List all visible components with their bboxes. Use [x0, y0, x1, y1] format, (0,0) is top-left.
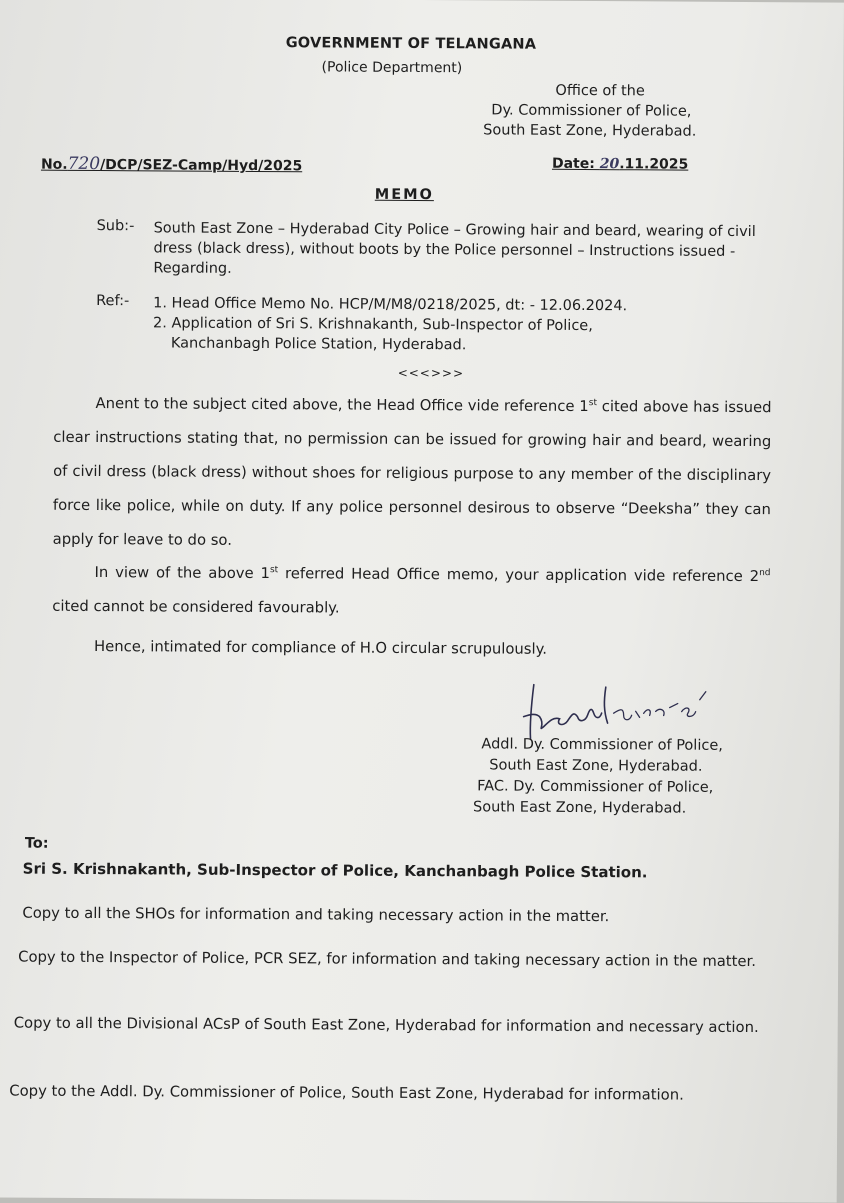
memo-number-prefix: No. — [40, 156, 68, 173]
copy-line-4: Copy to the Addl. Dy. Commissioner of Police, South East Zone, Hyderabad for information. — [9, 1082, 684, 1104]
signature-date-scrawl — [614, 691, 706, 720]
reference-2-continued: Kanchanbagh Police Station, Hyderabad. — [170, 335, 467, 354]
body-paragraph-1 — [53, 387, 772, 561]
government-heading: GOVERNMENT OF TELANGANA — [285, 35, 537, 53]
recipient: Sri S. Krishnakanth, Sub-Inspector of Police, Kanchanbagh Police Station. — [22, 859, 648, 882]
references-list — [153, 293, 627, 356]
date-handwritten-day: 20 — [599, 156, 620, 173]
p2-text-c: cited cannot be considered favourably. — [52, 597, 340, 617]
memo-number — [41, 154, 302, 176]
copy-line-2: Copy to the Inspector of Police, PCR SEZ, for information and taking necessary action in the matter. — [18, 948, 757, 971]
subject-label: Sub:- — [96, 218, 135, 235]
signatory-line-2: South East Zone, Hyderabad. — [489, 757, 703, 775]
section-separator: <<<>>> — [397, 365, 465, 381]
issuing-office — [483, 80, 729, 142]
p2-superscript-2: nd — [759, 568, 771, 579]
reference-1: 1. Head Office Memo No. HCP/M/M8/0218/2025, dt: - 12.06.2024. — [153, 295, 628, 315]
signatory-line-4: South East Zone, Hyderabad. — [473, 799, 687, 817]
subject-text: South East Zone – Hyderabad City Police – Growing hair and beard, wearing of civil dress (black dress), without boots by the Police personnel – Instructions issued - Regarding. — [153, 220, 756, 277]
signature-stroke — [523, 685, 607, 740]
body-paragraph-2 — [52, 556, 770, 628]
to-label: To: — [24, 835, 49, 852]
signatory-block — [455, 734, 723, 820]
body-paragraph-3: Hence, intimated for compliance of H.O circular scrupulously. — [93, 638, 548, 658]
p1-text-b: cited above has issued clear instructions stating that, no permission can be issued for growing hair and beard, wearing of civil dress (black dress) without shoes for religious purpose to any member of the disciplinary force like police, while on duty. If any police personnel desirous to observe “Deeksha” they can apply for leave to do so. — [52, 398, 772, 549]
copy-line-1: Copy to all the SHOs for information and taking necessary action in the matter. — [22, 904, 610, 926]
p1-superscript: st — [588, 398, 598, 409]
references-label: Ref:- — [96, 293, 130, 310]
signatory-line-3: FAC. Dy. Commissioner of Police, — [477, 778, 714, 796]
memo-title: MEMO — [374, 186, 434, 204]
signatory-line-1: Addl. Dy. Commissioner of Police, — [481, 736, 723, 754]
p1-text-a: Anent to the subject cited above, the Head Office vide reference 1 — [95, 395, 589, 416]
department-heading: (Police Department) — [321, 59, 463, 77]
reference-2: 2. Application of Sri S. Krishnakanth, Sub-Inspector of Police, — [152, 315, 593, 335]
copy-line-3: Copy to all the Divisional ACsP of South East Zone, Hyderabad for information and necessary action. — [13, 1014, 759, 1037]
office-line-2: Dy. Commissioner of Police, — [491, 102, 692, 120]
office-line-3: South East Zone, Hyderabad. — [483, 122, 697, 140]
memo-number-handwritten: 720 — [67, 153, 101, 175]
p2-text-a: In view of the above 1 — [94, 564, 270, 583]
office-line-1: Office of the — [555, 82, 645, 100]
date-value: .11.2025 — [619, 156, 689, 173]
p2-text-b: referred Head Office memo, your application vide reference 2 — [278, 565, 760, 586]
p2-superscript-1: st — [269, 565, 279, 576]
memo-number-suffix: /DCP/SEZ-Camp/Hyd/2025 — [100, 157, 303, 175]
date-label: Date: — [551, 155, 600, 173]
memo-date — [552, 156, 688, 173]
